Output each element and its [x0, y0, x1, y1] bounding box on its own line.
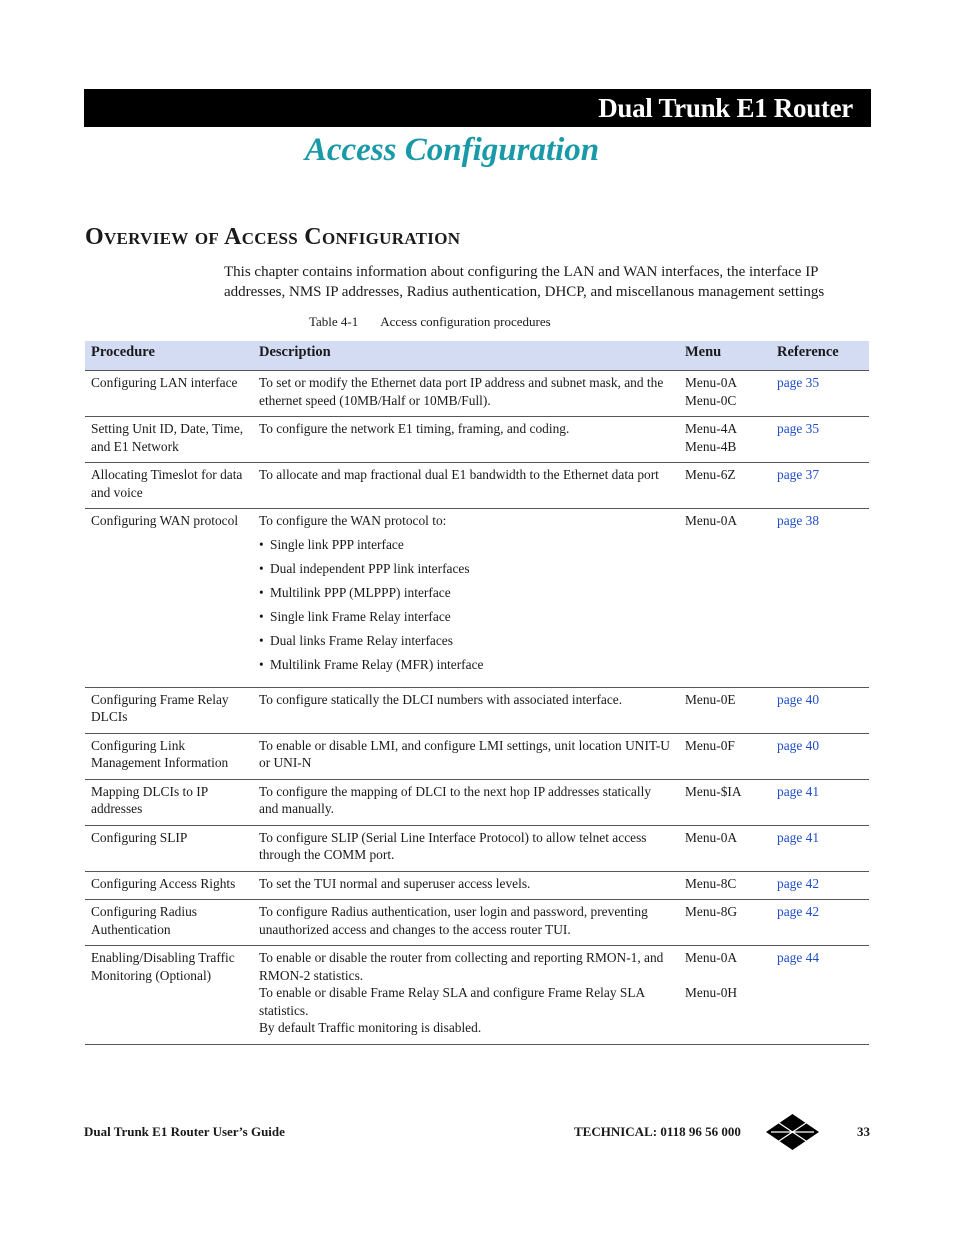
- description-line: By default Traffic monitoring is disabled.: [259, 1020, 482, 1035]
- reference-cell: [771, 900, 869, 946]
- description-line: To enable or disable Frame Relay SLA and configure Frame Relay SLA statistics.: [259, 985, 645, 1018]
- header-description: Description: [253, 341, 679, 371]
- header-menu: Menu: [679, 341, 771, 371]
- menu-item: Menu-4B: [685, 438, 737, 454]
- procedure-cell: Enabling/Disabling Traffic Monitoring (Optional): [85, 946, 253, 1045]
- procedure-cell: Configuring Frame Relay DLCIs: [85, 687, 253, 733]
- menu-cell: [679, 509, 771, 688]
- list-item: • Multilink PPP (MLPPP) interface: [259, 584, 673, 602]
- menu-cell: [679, 900, 771, 946]
- reference-cell: [771, 733, 869, 779]
- reference-cell: [771, 371, 869, 417]
- procedure-cell: Setting Unit ID, Date, Time, and E1 Network: [85, 417, 253, 463]
- table-row: [85, 779, 869, 825]
- description-cell: To set or modify the Ethernet data port IP address and subnet mask, and the ethernet speed (10MB/Half or 10MB/Full).: [253, 371, 679, 417]
- reference-link[interactable]: page 42: [777, 904, 820, 919]
- menu-item: Menu-0A: [685, 829, 738, 845]
- description-cell: To set the TUI normal and superuser access levels.: [253, 871, 679, 900]
- table-caption: [309, 314, 551, 330]
- menu-cell: [679, 946, 771, 1045]
- procedure-cell: Configuring SLIP: [85, 825, 253, 871]
- reference-link[interactable]: page 41: [777, 829, 820, 845]
- wan-protocol-list: [259, 536, 673, 674]
- menu-item: Menu-8C: [685, 875, 737, 891]
- menu-cell: [679, 871, 771, 900]
- table-row: [85, 900, 869, 946]
- footer-technical-phone: TECHNICAL: 0118 96 56 000: [574, 1124, 741, 1139]
- table-row: [85, 463, 869, 509]
- table-row: [85, 687, 869, 733]
- page-number: 33: [857, 1124, 870, 1139]
- table-row: [85, 946, 869, 1045]
- reference-link[interactable]: page 35: [777, 375, 820, 390]
- procedure-cell: Configuring Access Rights: [85, 871, 253, 900]
- menu-cell: [679, 371, 771, 417]
- menu-item: Menu-0A: [685, 513, 738, 528]
- reference-link[interactable]: page 37: [777, 467, 820, 482]
- table-row: [85, 733, 869, 779]
- reference-link[interactable]: page 42: [777, 875, 820, 891]
- menu-cell: [679, 733, 771, 779]
- menu-item: Menu-0C: [685, 392, 737, 408]
- table-caption-number: Table 4-1: [309, 314, 359, 329]
- menu-cell: [679, 779, 771, 825]
- description-cell: To configure statically the DLCI numbers with associated interface.: [253, 687, 679, 733]
- reference-cell: [771, 871, 869, 900]
- description-cell: To enable or disable LMI, and configure LMI settings, unit location UNIT-U or UNI-N: [253, 733, 679, 779]
- list-item: • Dual links Frame Relay interfaces: [259, 632, 673, 650]
- list-item: • Multilink Frame Relay (MFR) interface: [259, 656, 673, 674]
- header-bar: [84, 89, 871, 127]
- menu-item: Menu-$IA: [685, 783, 742, 799]
- menu-item: Menu-0E: [685, 691, 736, 707]
- menu-item: Menu-0A: [685, 375, 738, 390]
- table-caption-text: Access configuration procedures: [380, 314, 551, 329]
- chapter-title-text: Access Configuration: [304, 132, 600, 168]
- reference-cell: [771, 825, 869, 871]
- list-item: • Single link PPP interface: [259, 536, 673, 554]
- description-cell: [253, 509, 679, 688]
- footer-guide-title: Dual Trunk E1 Router User’s Guide: [84, 1124, 285, 1139]
- reference-link[interactable]: page 41: [777, 783, 820, 799]
- menu-item: Menu-0H: [685, 985, 738, 1000]
- table-row: [85, 509, 869, 688]
- reference-cell: [771, 417, 869, 463]
- header-reference: Reference: [771, 341, 869, 371]
- menu-item: Menu-8G: [685, 904, 738, 919]
- procedure-cell: Configuring Link Management Information: [85, 733, 253, 779]
- menu-item: Menu-0A: [685, 950, 738, 965]
- description-cell: To allocate and map fractional dual E1 bandwidth to the Ethernet data port: [253, 463, 679, 509]
- procedure-cell: Mapping DLCIs to IP addresses: [85, 779, 253, 825]
- description-cell: [253, 946, 679, 1045]
- menu-spacer: [685, 967, 765, 985]
- reference-link[interactable]: page 40: [777, 691, 820, 707]
- procedure-cell: Configuring Radius Authentication: [85, 900, 253, 946]
- reference-cell: [771, 687, 869, 733]
- product-title: Dual Trunk E1 Router: [598, 93, 853, 123]
- reference-cell: [771, 509, 869, 688]
- table-header-row: [85, 341, 869, 371]
- description-line: To enable or disable the router from collecting and reporting RMON-1, and RMON-2 statistics.: [259, 950, 664, 983]
- menu-item: Menu-4A: [685, 421, 738, 436]
- menu-item: Menu-0F: [685, 737, 735, 753]
- menu-item: Menu-6Z: [685, 467, 736, 482]
- reference-link[interactable]: page 38: [777, 513, 820, 528]
- description-cell: To configure the mapping of DLCI to the next hop IP addresses statically and manually.: [253, 779, 679, 825]
- black-box-logo-icon: [765, 1113, 820, 1151]
- reference-cell: [771, 946, 869, 1045]
- reference-cell: [771, 779, 869, 825]
- table-row: [85, 871, 869, 900]
- chapter-title: [0, 132, 954, 169]
- header-procedure: Procedure: [85, 341, 253, 371]
- table-row: [85, 371, 869, 417]
- menu-cell: [679, 417, 771, 463]
- description-text: To configure the WAN protocol to:: [259, 513, 447, 528]
- menu-cell: [679, 687, 771, 733]
- procedures-table: [85, 341, 869, 1045]
- procedure-cell: Configuring WAN protocol: [85, 509, 253, 688]
- menu-cell: [679, 825, 771, 871]
- list-item: • Single link Frame Relay interface: [259, 608, 673, 626]
- description-cell: To configure the network E1 timing, framing, and coding.: [253, 417, 679, 463]
- list-item: • Dual independent PPP link interfaces: [259, 560, 673, 578]
- description-cell: To configure Radius authentication, user login and password, preventing unauthorized access and changes to the access router TUI.: [253, 900, 679, 946]
- reference-link[interactable]: page 35: [777, 421, 820, 436]
- menu-cell: [679, 463, 771, 509]
- table-row: [85, 825, 869, 871]
- reference-link[interactable]: page 40: [777, 737, 820, 753]
- description-cell: To configure SLIP (Serial Line Interface Protocol) to allow telnet access through the COMM port.: [253, 825, 679, 871]
- reference-link[interactable]: page 44: [777, 950, 820, 965]
- procedure-cell: Allocating Timeslot for data and voice: [85, 463, 253, 509]
- table-row: [85, 417, 869, 463]
- section-heading: Overview of Access Configuration: [85, 224, 461, 250]
- intro-paragraph: This chapter contains information about configuring the LAN and WAN interfaces, the interface IP addresses, NMS IP addresses, Radius authentication, DHCP, and miscellanous management settings: [224, 264, 825, 300]
- reference-cell: [771, 463, 869, 509]
- procedure-cell: Configuring LAN interface: [85, 371, 253, 417]
